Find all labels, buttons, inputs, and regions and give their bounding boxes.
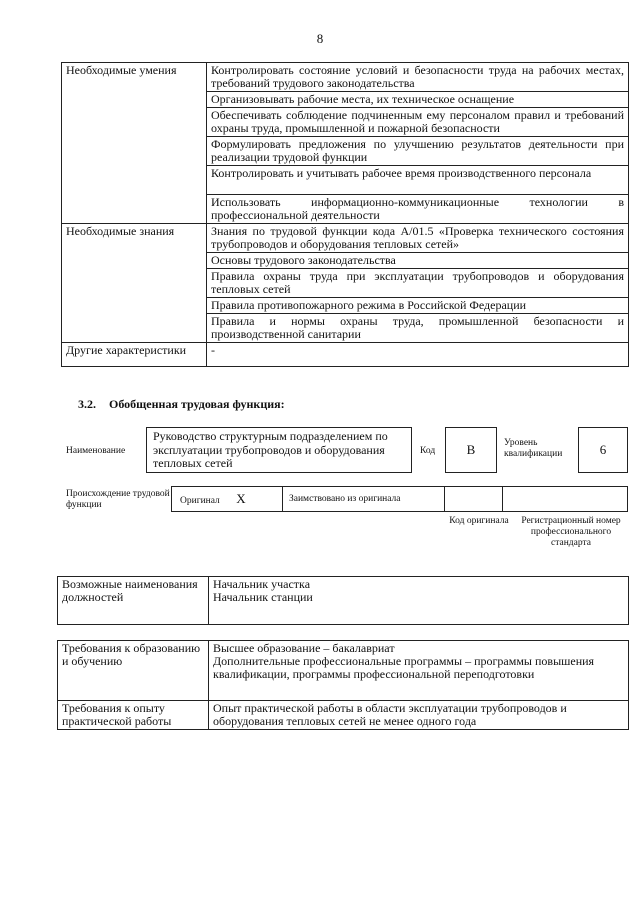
education-values xyxy=(209,641,629,701)
original-mark: X xyxy=(236,491,246,506)
section-heading xyxy=(78,397,285,412)
gtf-level-value: 6 xyxy=(578,427,628,473)
knowledge-item: Основы трудового законодательства xyxy=(207,253,629,269)
code-caption: Код оригинала xyxy=(449,516,509,526)
registration-number-cell xyxy=(502,486,628,512)
education-line: Дополнительные профессиональные программы – программы повышения квалификации, программы профессиональной переподготовки xyxy=(213,654,595,681)
original-cell xyxy=(171,486,283,512)
table-row xyxy=(62,224,629,253)
row-label-skills: Необходимые умения xyxy=(62,63,207,224)
table-row xyxy=(58,577,629,625)
education-line: Высшее образование – бакалавриат xyxy=(213,641,395,655)
knowledge-item: Правила и нормы охраны труда, промышленной безопасности и производственной санитарии xyxy=(207,314,629,343)
knowledge-item: Знания по трудовой функции кода А/01.5 «Проверка технического состояния трубопроводов и оборудования тепловых сетей» xyxy=(207,224,629,253)
knowledge-item: Правила противопожарного режима в Российской Федерации xyxy=(207,298,629,314)
skill-item: Формулировать предложения по улучшению результатов деятельности при реализации трудовой функции xyxy=(207,137,629,166)
knowledge-item: Правила охраны труда при эксплуатации трубопроводов и оборудования тепловых сетей xyxy=(207,269,629,298)
row-label-knowledge: Необходимые знания xyxy=(62,224,207,343)
gtf-code-value: В xyxy=(445,427,497,473)
original-label: Оригинал xyxy=(180,496,220,506)
table-row xyxy=(62,63,629,92)
position-item: Начальник станции xyxy=(213,590,313,604)
skills-knowledge-table xyxy=(61,62,629,367)
level-label: Уровень квалификации xyxy=(504,438,563,459)
original-code-cell xyxy=(444,486,503,512)
requirements-table xyxy=(57,640,629,730)
skill-item: Контролировать состояние условий и безопасности труда на рабочих местах, требований трудового законодательства xyxy=(207,63,629,92)
positions-table xyxy=(57,576,629,625)
skill-item: Использовать информационно-коммуникационные технологии в профессиональной деятельности xyxy=(207,195,629,224)
section-title: Обобщенная трудовая функция: xyxy=(109,397,285,411)
reg-caption: Регистрационный номер профессионального стандарта xyxy=(521,516,621,548)
name-label: Наименование xyxy=(66,446,126,456)
skill-item: Обеспечивать соблюдение подчиненным ему персоналом правил и требований охраны труда, промышленной и пожарной безопасности xyxy=(207,108,629,137)
experience-label: Требования к опыту практической работы xyxy=(58,701,209,730)
row-label-other: Другие характеристики xyxy=(62,343,207,367)
skill-item: Контролировать и учитывать рабочее время производственного персонала xyxy=(207,166,629,195)
gtf-name-value: Руководство структурным подразделением по эксплуатации трубопроводов и оборудования тепловых сетей xyxy=(146,427,412,473)
table-row xyxy=(58,701,629,730)
table-row xyxy=(62,343,629,367)
origin-label: Происхождение трудовой функции xyxy=(66,489,170,510)
table-row xyxy=(58,641,629,701)
position-item: Начальник участка xyxy=(213,577,311,591)
code-label: Код xyxy=(420,446,436,456)
positions-label: Возможные наименования должностей xyxy=(58,577,209,625)
education-label: Требования к образованию и обучению xyxy=(58,641,209,701)
experience-line: Опыт практической работы в области эксплуатации трубопроводов и оборудования тепловых сетей не менее одного года xyxy=(213,701,567,728)
borrowed-label: Заимствовано из оригинала xyxy=(282,486,445,512)
section-number: 3.2. xyxy=(78,397,96,411)
experience-values xyxy=(209,701,629,730)
page-number: 8 xyxy=(316,31,324,46)
positions-values xyxy=(209,577,629,625)
skill-item: Организовывать рабочие места, их техническое оснащение xyxy=(207,92,629,108)
other-item: - xyxy=(207,343,629,367)
